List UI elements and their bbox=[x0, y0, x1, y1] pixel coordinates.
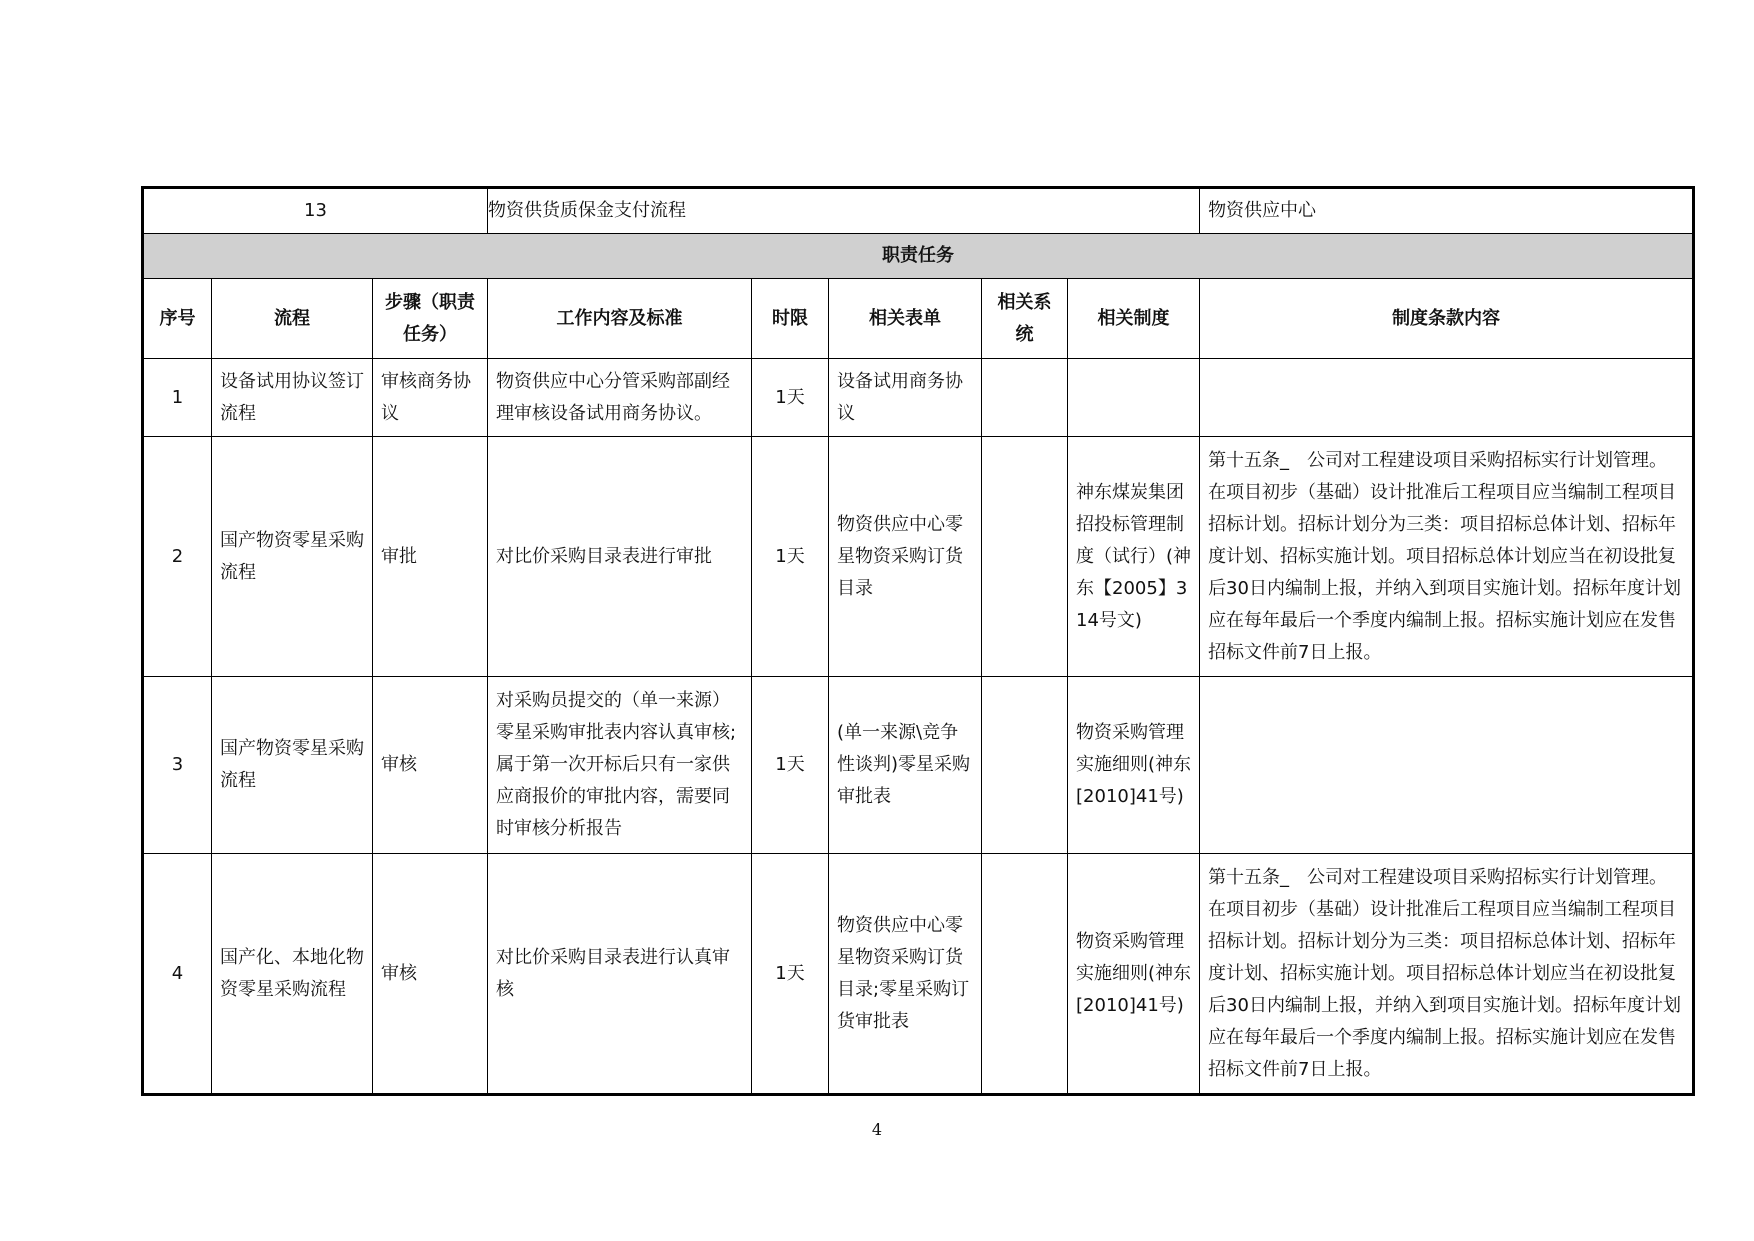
row-time: 1天 bbox=[752, 437, 829, 677]
row-content: 物资供应中心分管采购部副经理审核设备试用商务协议。 bbox=[488, 359, 752, 437]
row-process: 国产物资零星采购流程 bbox=[212, 677, 373, 854]
row-policy bbox=[1068, 359, 1200, 437]
process-number: 13 bbox=[144, 189, 488, 234]
col-header-policy: 相关制度 bbox=[1068, 279, 1200, 359]
row-content: 对比价采购目录表进行认真审核 bbox=[488, 854, 752, 1094]
row-forms: (单一来源\竞争性谈判)零星采购审批表 bbox=[829, 677, 982, 854]
row-system bbox=[982, 854, 1068, 1094]
row-content: 对比价采购目录表进行审批 bbox=[488, 437, 752, 677]
row-policy: 物资采购管理实施细则(神东[2010]41号) bbox=[1068, 854, 1200, 1094]
row-policy: 神东煤炭集团招投标管理制度（试行）(神东【2005】314号文) bbox=[1068, 437, 1200, 677]
row-policy: 物资采购管理实施细则(神东[2010]41号) bbox=[1068, 677, 1200, 854]
row-forms: 设备试用商务协议 bbox=[829, 359, 982, 437]
table-row bbox=[144, 677, 1693, 854]
row-step: 审核商务协议 bbox=[373, 359, 488, 437]
row-system bbox=[982, 677, 1068, 854]
row-step: 审核 bbox=[373, 854, 488, 1094]
row-no: 2 bbox=[144, 437, 212, 677]
row-clause: 第十五条_ 公司对工程建设项目采购招标实行计划管理。在项目初步（基础）设计批准后工程项目应当编制工程项目招标计划。招标计划分为三类：项目招标总体计划、招标年度计划、招标实施计划。项目招标总体计划应当在初设批复后30日内编制上报，并纳入到项目实施计划。招标年度计划应在每年最后一个季度内编制上报。招标实施计划应在发售招标文件前7日上报。 bbox=[1200, 854, 1693, 1094]
row-system bbox=[982, 437, 1068, 677]
row-step: 审核 bbox=[373, 677, 488, 854]
row-process: 国产物资零星采购流程 bbox=[212, 437, 373, 677]
row-no: 3 bbox=[144, 677, 212, 854]
row-system bbox=[982, 359, 1068, 437]
process-header-row bbox=[144, 189, 1693, 234]
process-name: 物资供货质保金支付流程 bbox=[488, 189, 1200, 234]
row-no: 4 bbox=[144, 854, 212, 1094]
row-content: 对采购员提交的（单一来源）零星采购审批表内容认真审核;属于第一次开标后只有一家供应商报价的审批内容，需要同时审核分析报告 bbox=[488, 677, 752, 854]
row-clause bbox=[1200, 359, 1693, 437]
col-header-content: 工作内容及标准 bbox=[488, 279, 752, 359]
row-process: 设备试用协议签订流程 bbox=[212, 359, 373, 437]
col-header-clause: 制度条款内容 bbox=[1200, 279, 1693, 359]
col-header-step: 步骤（职责任务） bbox=[373, 279, 488, 359]
col-header-forms: 相关表单 bbox=[829, 279, 982, 359]
department-name: 物资供应中心 bbox=[1200, 189, 1693, 234]
col-header-system: 相关系统 bbox=[982, 279, 1068, 359]
row-step: 审批 bbox=[373, 437, 488, 677]
row-forms: 物资供应中心零星物资采购订货目录 bbox=[829, 437, 982, 677]
row-time: 1天 bbox=[752, 677, 829, 854]
row-forms: 物资供应中心零星物资采购订货目录;零星采购订货审批表 bbox=[829, 854, 982, 1094]
section-title-row bbox=[144, 234, 1693, 279]
row-no: 1 bbox=[144, 359, 212, 437]
row-time: 1天 bbox=[752, 359, 829, 437]
column-header-row bbox=[144, 279, 1693, 359]
responsibility-table bbox=[143, 188, 1693, 1094]
row-clause bbox=[1200, 677, 1693, 854]
row-process: 国产化、本地化物资零星采购流程 bbox=[212, 854, 373, 1094]
table-row bbox=[144, 437, 1693, 677]
page-number: 4 bbox=[871, 1120, 883, 1139]
table-row bbox=[144, 359, 1693, 437]
row-clause: 第十五条_ 公司对工程建设项目采购招标实行计划管理。在项目初步（基础）设计批准后工程项目应当编制工程项目招标计划。招标计划分为三类：项目招标总体计划、招标年度计划、招标实施计划。项目招标总体计划应当在初设批复后30日内编制上报，并纳入到项目实施计划。招标年度计划应在每年最后一个季度内编制上报。招标实施计划应在发售招标文件前7日上报。 bbox=[1200, 437, 1693, 677]
row-time: 1天 bbox=[752, 854, 829, 1094]
table-row bbox=[144, 854, 1693, 1094]
col-header-process: 流程 bbox=[212, 279, 373, 359]
col-header-time: 时限 bbox=[752, 279, 829, 359]
col-header-no: 序号 bbox=[144, 279, 212, 359]
section-title: 职责任务 bbox=[144, 234, 1693, 279]
